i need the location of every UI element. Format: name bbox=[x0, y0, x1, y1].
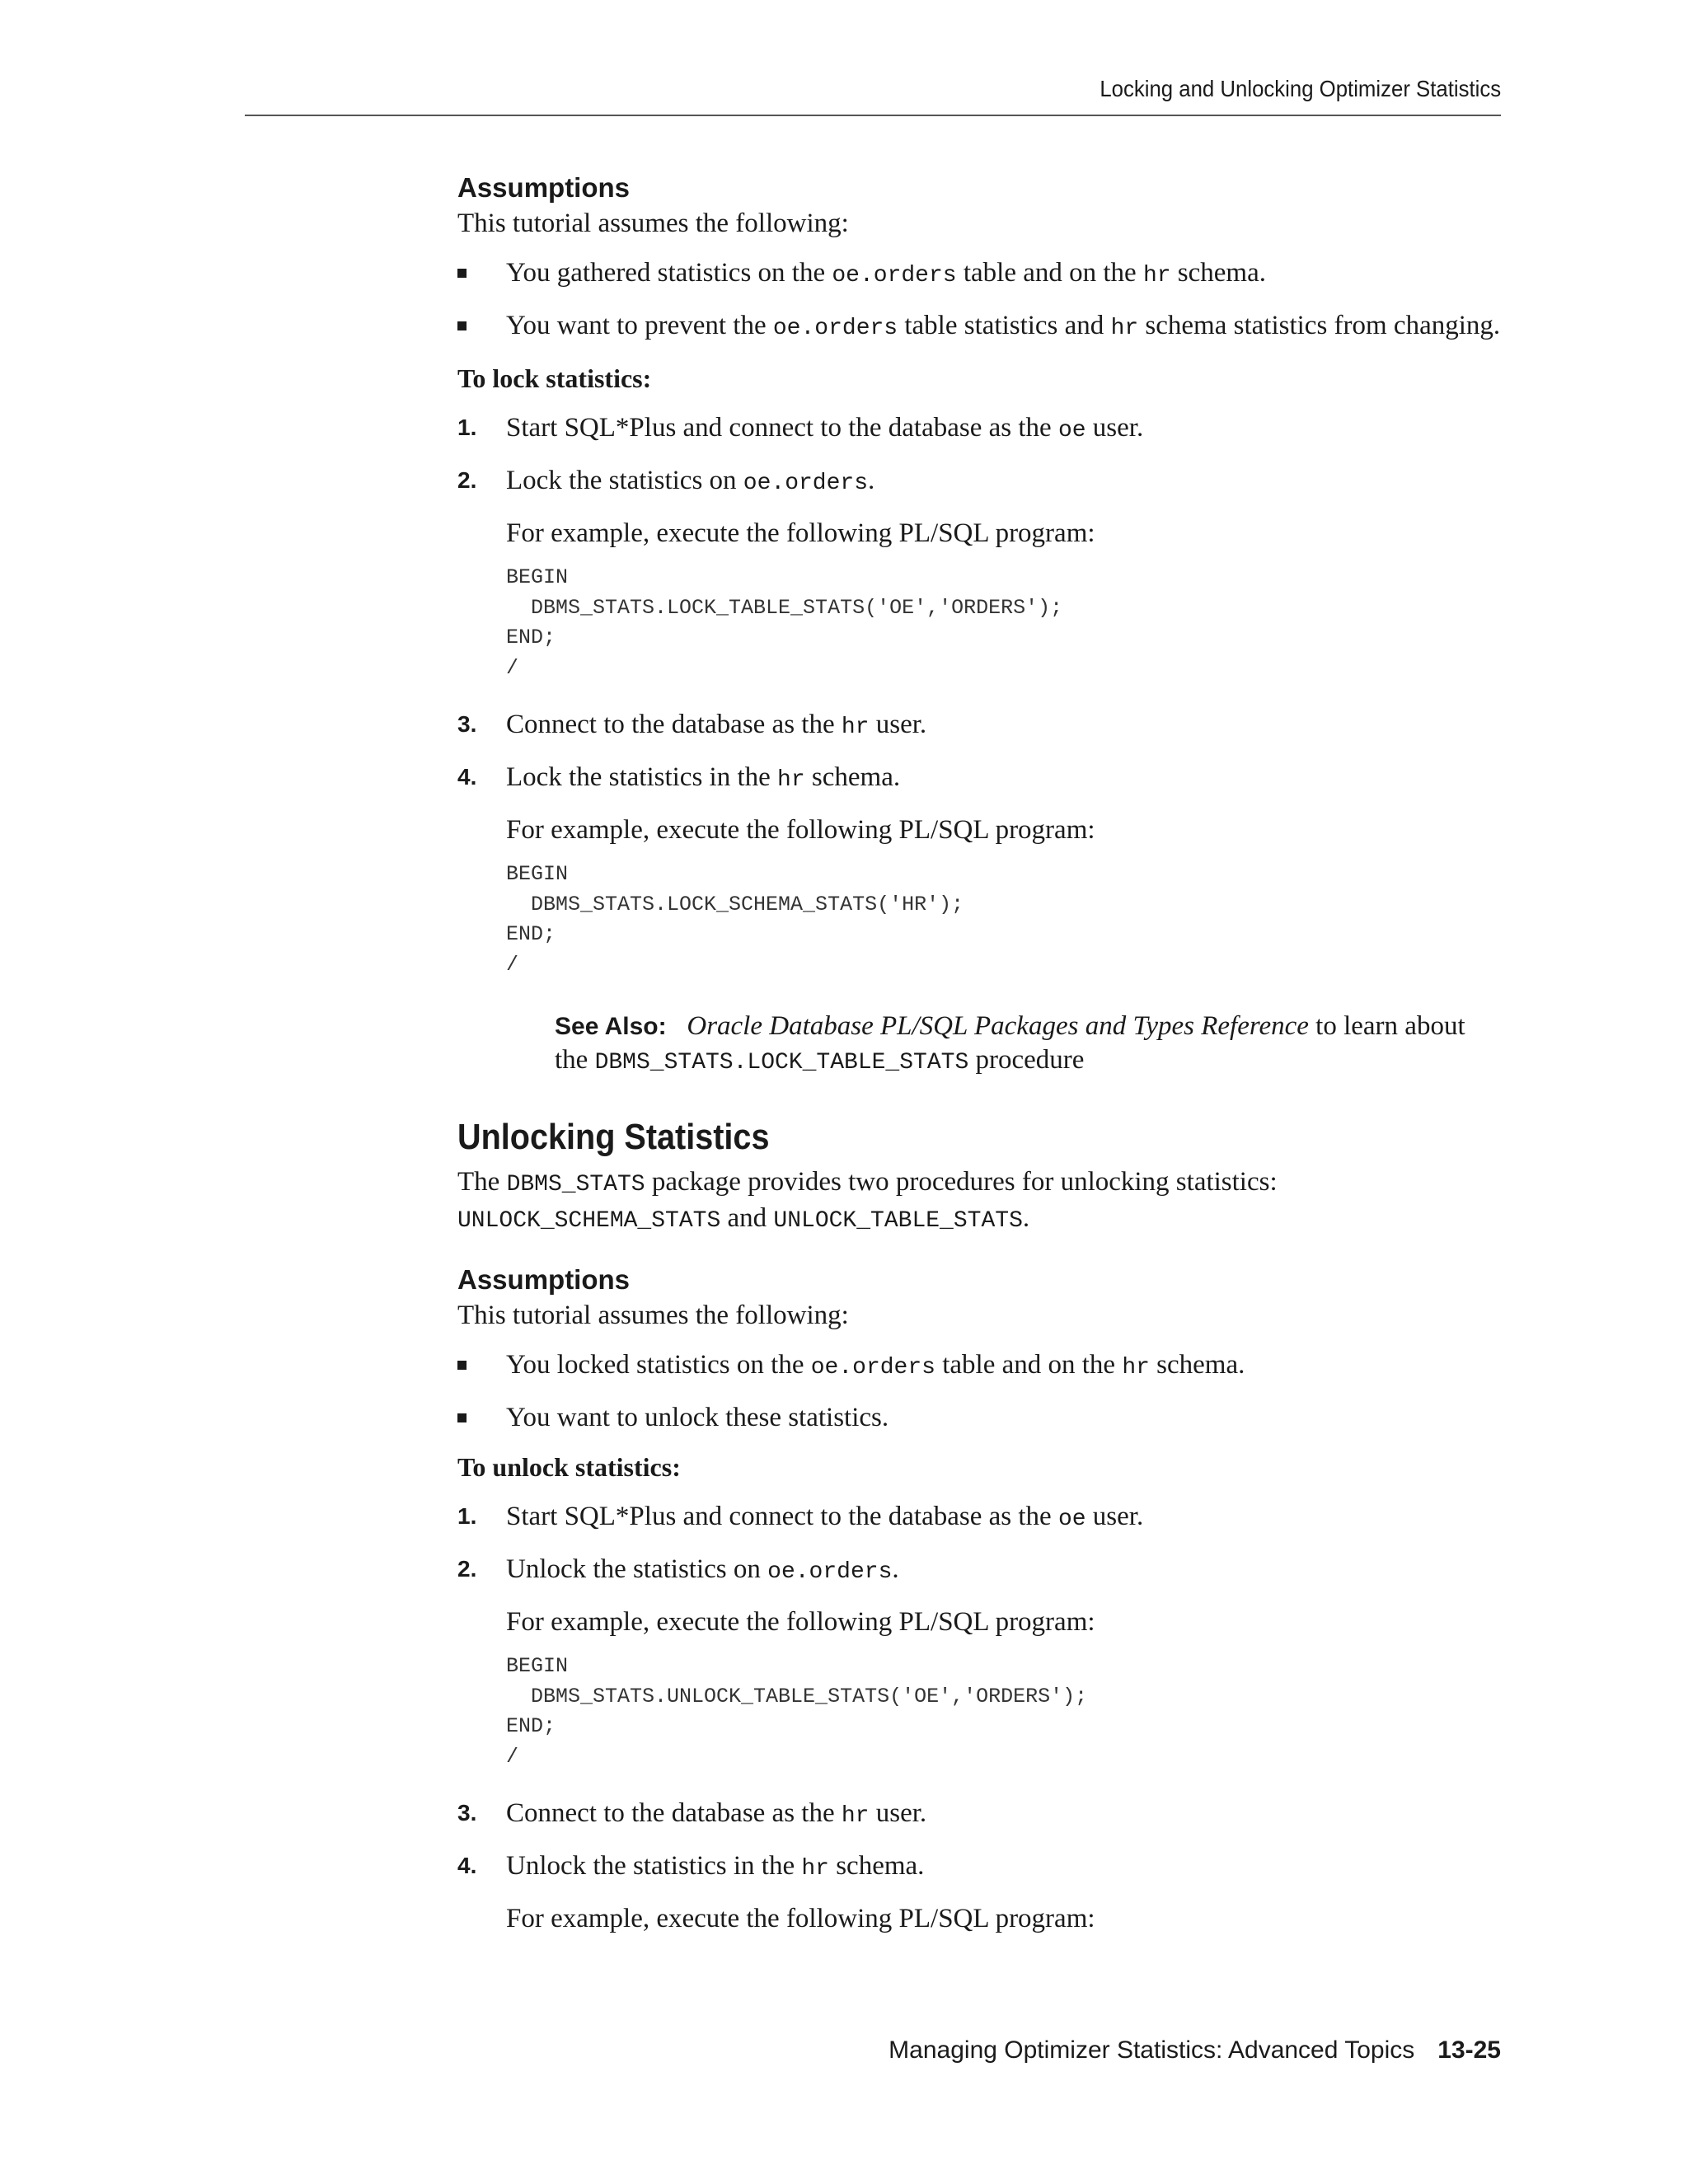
step-item: 3. Connect to the database as the hr user. bbox=[457, 710, 927, 740]
list-item: You want to prevent the oe.orders table statistics and hr schema statistics from changing. bbox=[457, 309, 1504, 345]
see-also-note: See Also: Oracle Database PL/SQL Packages and Types Reference to learn about the DBMS_STATS.LOCK_TABLE_STATS procedure bbox=[555, 1011, 1465, 1076]
example-text: For example, execute the following PL/SQL program: bbox=[506, 1904, 1095, 1933]
step-item: 3. Connect to the database as the hr user. bbox=[457, 1798, 927, 1829]
step-item: 4. Lock the statistics in the hr schema. For example, execute the following PL/SQL program: BEGIN DBMS_STATS.LOCK_SCHEMA_STATS('HR'); END; / bbox=[457, 761, 1504, 980]
reference-link[interactable]: Oracle Database PL/SQL Packages and Types Reference bbox=[687, 1011, 1309, 1041]
list-item: You locked statistics on the oe.orders table and on the hr schema. bbox=[457, 1348, 1504, 1385]
page-footer bbox=[889, 2036, 1501, 2064]
bullet-icon bbox=[457, 269, 467, 278]
procedure-label: To lock statistics: bbox=[457, 363, 652, 393]
list-item: You want to unlock these statistics. bbox=[457, 1401, 1504, 1434]
see-also-label: See Also: bbox=[555, 1013, 667, 1040]
bullet-icon bbox=[457, 1413, 467, 1422]
assumptions-heading: Assumptions bbox=[457, 1264, 631, 1295]
list-item: You gathered statistics on the oe.orders table and on the hr schema. bbox=[457, 256, 1504, 293]
assumptions-list bbox=[457, 256, 1504, 345]
lock-steps bbox=[457, 411, 1504, 980]
step-item: 1. Start SQL*Plus and connect to the database as the oe user. bbox=[457, 1502, 1144, 1532]
step-item: 1. Start SQL*Plus and connect to the database as the oe user. bbox=[457, 413, 1144, 443]
unlock-steps bbox=[457, 1500, 1504, 1935]
section-title: Unlocking Statistics bbox=[457, 1117, 770, 1157]
bullet-icon bbox=[457, 1361, 467, 1370]
footer-title: Managing Optimizer Statistics: Advanced Topics bbox=[889, 2036, 1415, 2064]
header-rule bbox=[245, 115, 1501, 116]
example-text: For example, execute the following PL/SQL program: bbox=[506, 1607, 1095, 1637]
procedure-label: To unlock statistics: bbox=[457, 1452, 681, 1482]
assumptions-heading: Assumptions bbox=[457, 172, 631, 203]
code-block: BEGIN DBMS_STATS.UNLOCK_TABLE_STATS('OE','ORDERS'); END; / bbox=[506, 1654, 1088, 1769]
page-number: 13-25 bbox=[1437, 2036, 1501, 2064]
step-item: 2. Unlock the statistics on oe.orders. For example, execute the following PL/SQL program: BEGIN DBMS_STATS.UNLOCK_TABLE_STATS('OE','ORDERS'); END; / bbox=[457, 1553, 1504, 1772]
running-header: Locking and Unlocking Optimizer Statistics bbox=[1100, 76, 1501, 101]
section-description: The DBMS_STATS package provides two procedures for unlocking statistics: UNLOCK_SCHEMA_STATS and UNLOCK_TABLE_STATS. bbox=[457, 1167, 1278, 1234]
page-body bbox=[457, 169, 1504, 1935]
step-item: 2. Lock the statistics on oe.orders. For example, execute the following PL/SQL program: BEGIN DBMS_STATS.LOCK_TABLE_STATS('OE','ORDERS'); END; / bbox=[457, 464, 1504, 683]
bullet-icon bbox=[457, 321, 467, 330]
code-block: BEGIN DBMS_STATS.LOCK_TABLE_STATS('OE','ORDERS'); END; / bbox=[506, 565, 1063, 680]
step-item: 4. Unlock the statistics in the hr schema. For example, execute the following PL/SQL program: bbox=[457, 1849, 1504, 1935]
example-text: For example, execute the following PL/SQL program: bbox=[506, 518, 1095, 548]
assumptions-list bbox=[457, 1348, 1504, 1434]
intro-text: This tutorial assumes the following: bbox=[457, 209, 849, 238]
code-block: BEGIN DBMS_STATS.LOCK_SCHEMA_STATS('HR'); END; / bbox=[506, 862, 964, 977]
example-text: For example, execute the following PL/SQL program: bbox=[506, 815, 1095, 845]
intro-text: This tutorial assumes the following: bbox=[457, 1301, 849, 1330]
